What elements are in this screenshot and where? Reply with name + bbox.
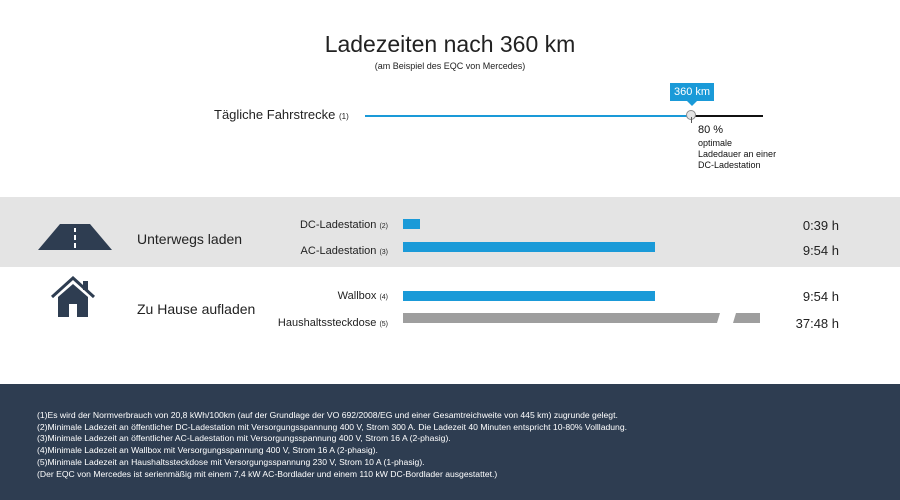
marker-tick bbox=[691, 117, 692, 123]
house-icon bbox=[50, 276, 96, 318]
row-label-ac bbox=[301, 245, 388, 257]
footnote: (4)Minimale Ladezeit an Wallbox mit Versorgungsspannung 400 V, Strom 16 A (2-phasig). bbox=[37, 445, 378, 456]
marker-note bbox=[698, 138, 808, 171]
chart-subtitle: (am Beispiel des EQC von Mercedes) bbox=[374, 61, 526, 71]
footnote: (Der EQC von Mercedes ist serienmäßig mit einem 7,4 kW AC-Bordlader und einem 110 kW DC-Bordlader ausgestattet.) bbox=[37, 468, 498, 479]
group-label-unterwegs: Unterwegs laden bbox=[137, 231, 243, 247]
marker-note-line: DC-Ladestation bbox=[698, 160, 761, 170]
road-icon bbox=[38, 224, 112, 250]
row-label-ref: (2) bbox=[379, 223, 388, 230]
row-label-text: DC-Ladestation bbox=[299, 219, 377, 231]
marker-note-line: Ladedauer an einer bbox=[698, 149, 777, 159]
slider-track-filled[interactable] bbox=[365, 115, 692, 117]
slider-label-ref: (1) bbox=[339, 112, 349, 121]
bar-haushalt-segment bbox=[733, 313, 760, 323]
row-label-ref: (3) bbox=[379, 249, 388, 256]
footnote: (1)Es wird der Normverbrauch von 20,8 kWh/100km (auf der Grundlage der VO 692/2008/EG und einer Gesamtreichweite von 445 km) zugrunde gelegt. bbox=[37, 410, 618, 420]
chart-title: Ladezeiten nach 360 km bbox=[324, 31, 576, 57]
footnote: (3)Minimale Ladezeit an öffentlicher AC-Ladestation mit Versorgungsspannung 400 V, Strom 16 A (2-phasig). bbox=[37, 433, 451, 444]
group-band-unterwegs bbox=[0, 197, 900, 267]
bar-dc bbox=[403, 219, 420, 229]
slider-track-rest[interactable] bbox=[692, 115, 763, 117]
bar-haushalt-segment bbox=[403, 313, 720, 323]
marker-note-line: optimale bbox=[698, 138, 733, 148]
row-label-ref: (5) bbox=[379, 321, 388, 328]
bar-haushalt bbox=[403, 313, 761, 324]
value-dc: 0:39 h bbox=[802, 218, 839, 233]
footnotes bbox=[37, 410, 627, 480]
value-ac: 9:54 h bbox=[802, 243, 839, 258]
row-label-text: Haushaltssteckdose bbox=[277, 317, 377, 329]
value-haushalt: 37:48 h bbox=[795, 316, 839, 331]
row-label-wallbox bbox=[338, 290, 388, 302]
slider-value-bubble: 360 km bbox=[670, 83, 714, 101]
slider-label bbox=[214, 107, 349, 122]
row-label-ref: (4) bbox=[379, 294, 388, 301]
bar-ac bbox=[403, 242, 655, 252]
row-label-haushalt bbox=[278, 317, 388, 329]
footnote: (5)Minimale Ladezeit an Haushaltssteckdose mit Versorgungsspannung 230 V, Strom 10 A (1-phasig). bbox=[37, 456, 425, 467]
value-wallbox: 9:54 h bbox=[802, 289, 839, 304]
slider-bubble-tail bbox=[687, 101, 697, 106]
bar-wallbox bbox=[403, 291, 655, 301]
slider-label-text: Tägliche Fahrstrecke bbox=[214, 107, 336, 122]
row-label-dc bbox=[300, 219, 388, 231]
row-label-text: AC-Ladestation bbox=[300, 245, 377, 257]
row-label-text: Wallbox bbox=[337, 290, 377, 302]
group-label-zuhause: Zu Hause aufladen bbox=[137, 301, 256, 317]
footnote: (2)Minimale Ladezeit an öffentlicher DC-Ladestation mit Versorgungsspannung 400 V, Strom 300 A. Die Ladezeit 40 Minuten entspricht 10-80% Vollladung. bbox=[37, 421, 627, 432]
marker-percent: 80 % bbox=[698, 124, 724, 136]
